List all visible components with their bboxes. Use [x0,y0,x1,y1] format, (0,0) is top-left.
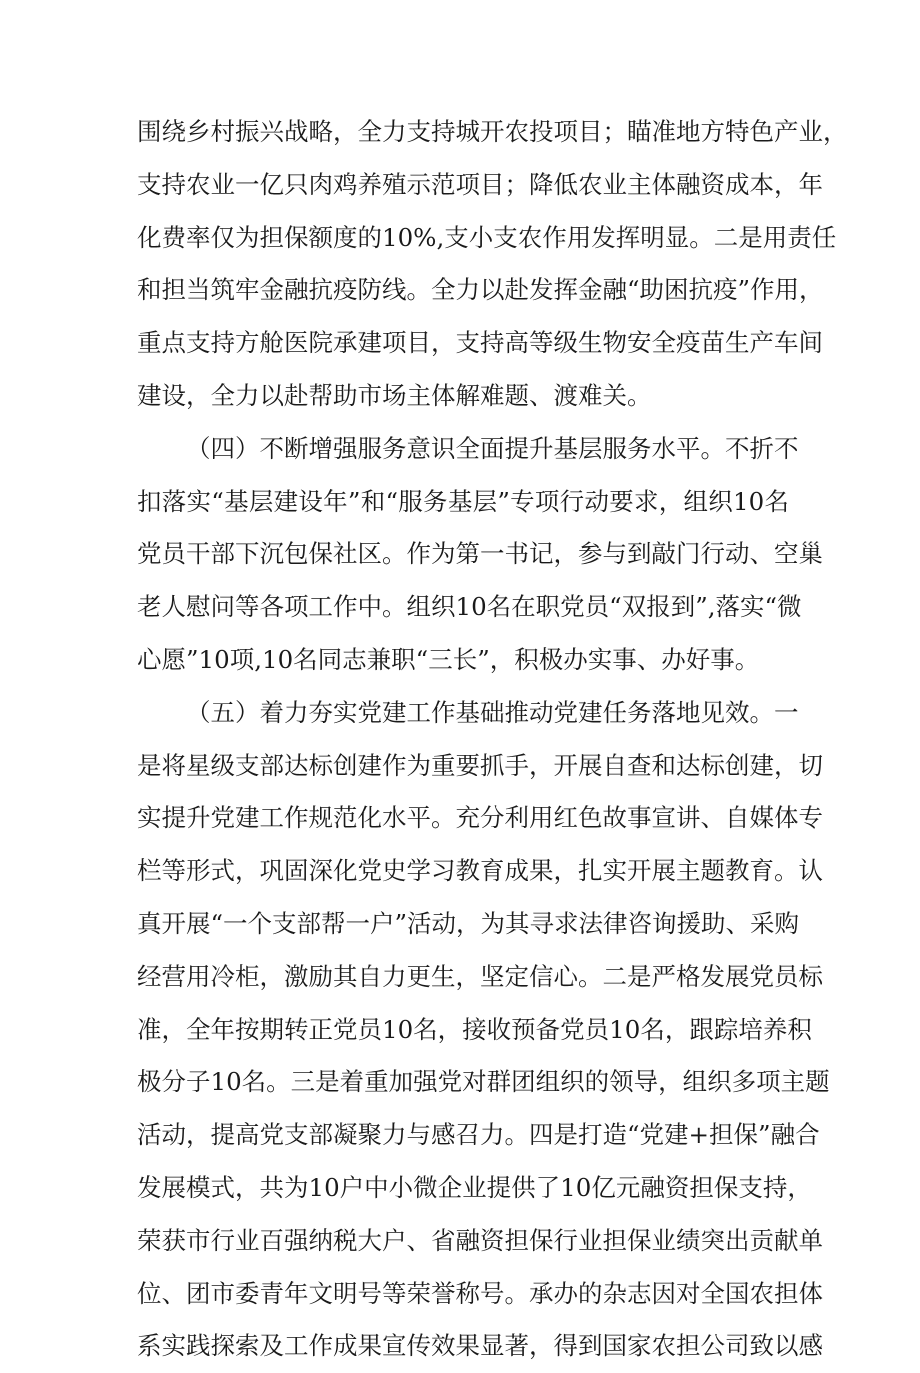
text-line: 围绕乡村振兴战略，全力支持城开农投项目；瞄准地方特色产业， [137,117,848,146]
text-line: 心愿”10项,10名同志兼职“三长”，积极办实事、办好事。 [137,644,760,674]
body-text [137,106,848,1373]
text-line: 老人慰问等各项工作中。组织10名在职党员“双报到”,落实“微 [137,592,802,622]
text-line: 扣落实“基层建设年”和“服务基层”专项行动要求，组织10名 [137,486,789,516]
text-line: 真开展“一个支部帮一户”活动，为其寻求法律咨询援助、采购 [137,908,800,938]
text-line: 实提升党建工作规范化水平。充分利用红色故事宣讲、自媒体专 [137,803,823,833]
text-line: 栏等形式，巩固深化党史学习教育成果，扎实开展主题教育。认 [137,856,823,886]
section-heading-line: （四）不断增强服务意识全面提升基层服务水平。不折不 [186,433,799,463]
text-line: 是将星级支部达标创建作为重要抓手，开展自查和达标创建，切 [137,750,823,780]
text-line: 极分子10名。三是着重加强党对群团组织的领导，组织多项主题 [137,1067,830,1097]
text-line: 活动，提高党支部凝聚力与感召力。四是打造“党建+担保”融合 [137,1120,820,1150]
text-line: 系实践探索及工作成果宣传效果显著，得到国家农担公司致以感 [137,1331,823,1361]
text-line: 准，全年按期转正党员10名，接收预备党员10名，跟踪培养积 [137,1014,812,1044]
text-line: 位、团市委青年文明号等荣誉称号。承办的杂志因对全国农担体 [137,1278,823,1308]
text-line: 建设，全力以赴帮助市场主体解难题、渡难关。 [137,380,652,410]
section-heading-line: （五）着力夯实党建工作基础推动党建任务落地见效。一 [186,697,799,727]
text-line: 经营用冷柜，激励其自力更生，坚定信心。二是严格发展党员标 [137,961,823,991]
text-line: 和担当筑牢金融抗疫防线。全力以赴发挥金融“助困抗疫”作用， [137,275,824,305]
text-line: 支持农业一亿只肉鸡养殖示范项目；降低农业主体融资成本，年 [137,169,823,199]
text-line: 重点支持方舱医院承建项目，支持高等级生物安全疫苗生产车间 [137,328,823,358]
text-line: 荣获市行业百强纳税大户、省融资担保行业担保业绩突出贡献单 [137,1225,823,1255]
text-line: 化费率仅为担保额度的10%,支小支农作用发挥明显。二是用责任 [137,222,837,252]
text-line: 党员干部下沉包保社区。作为第一书记，参与到敲门行动、空巢 [137,539,823,569]
text-line: 发展模式，共为10户中小微企业提供了10亿元融资担保支持， [137,1172,812,1202]
